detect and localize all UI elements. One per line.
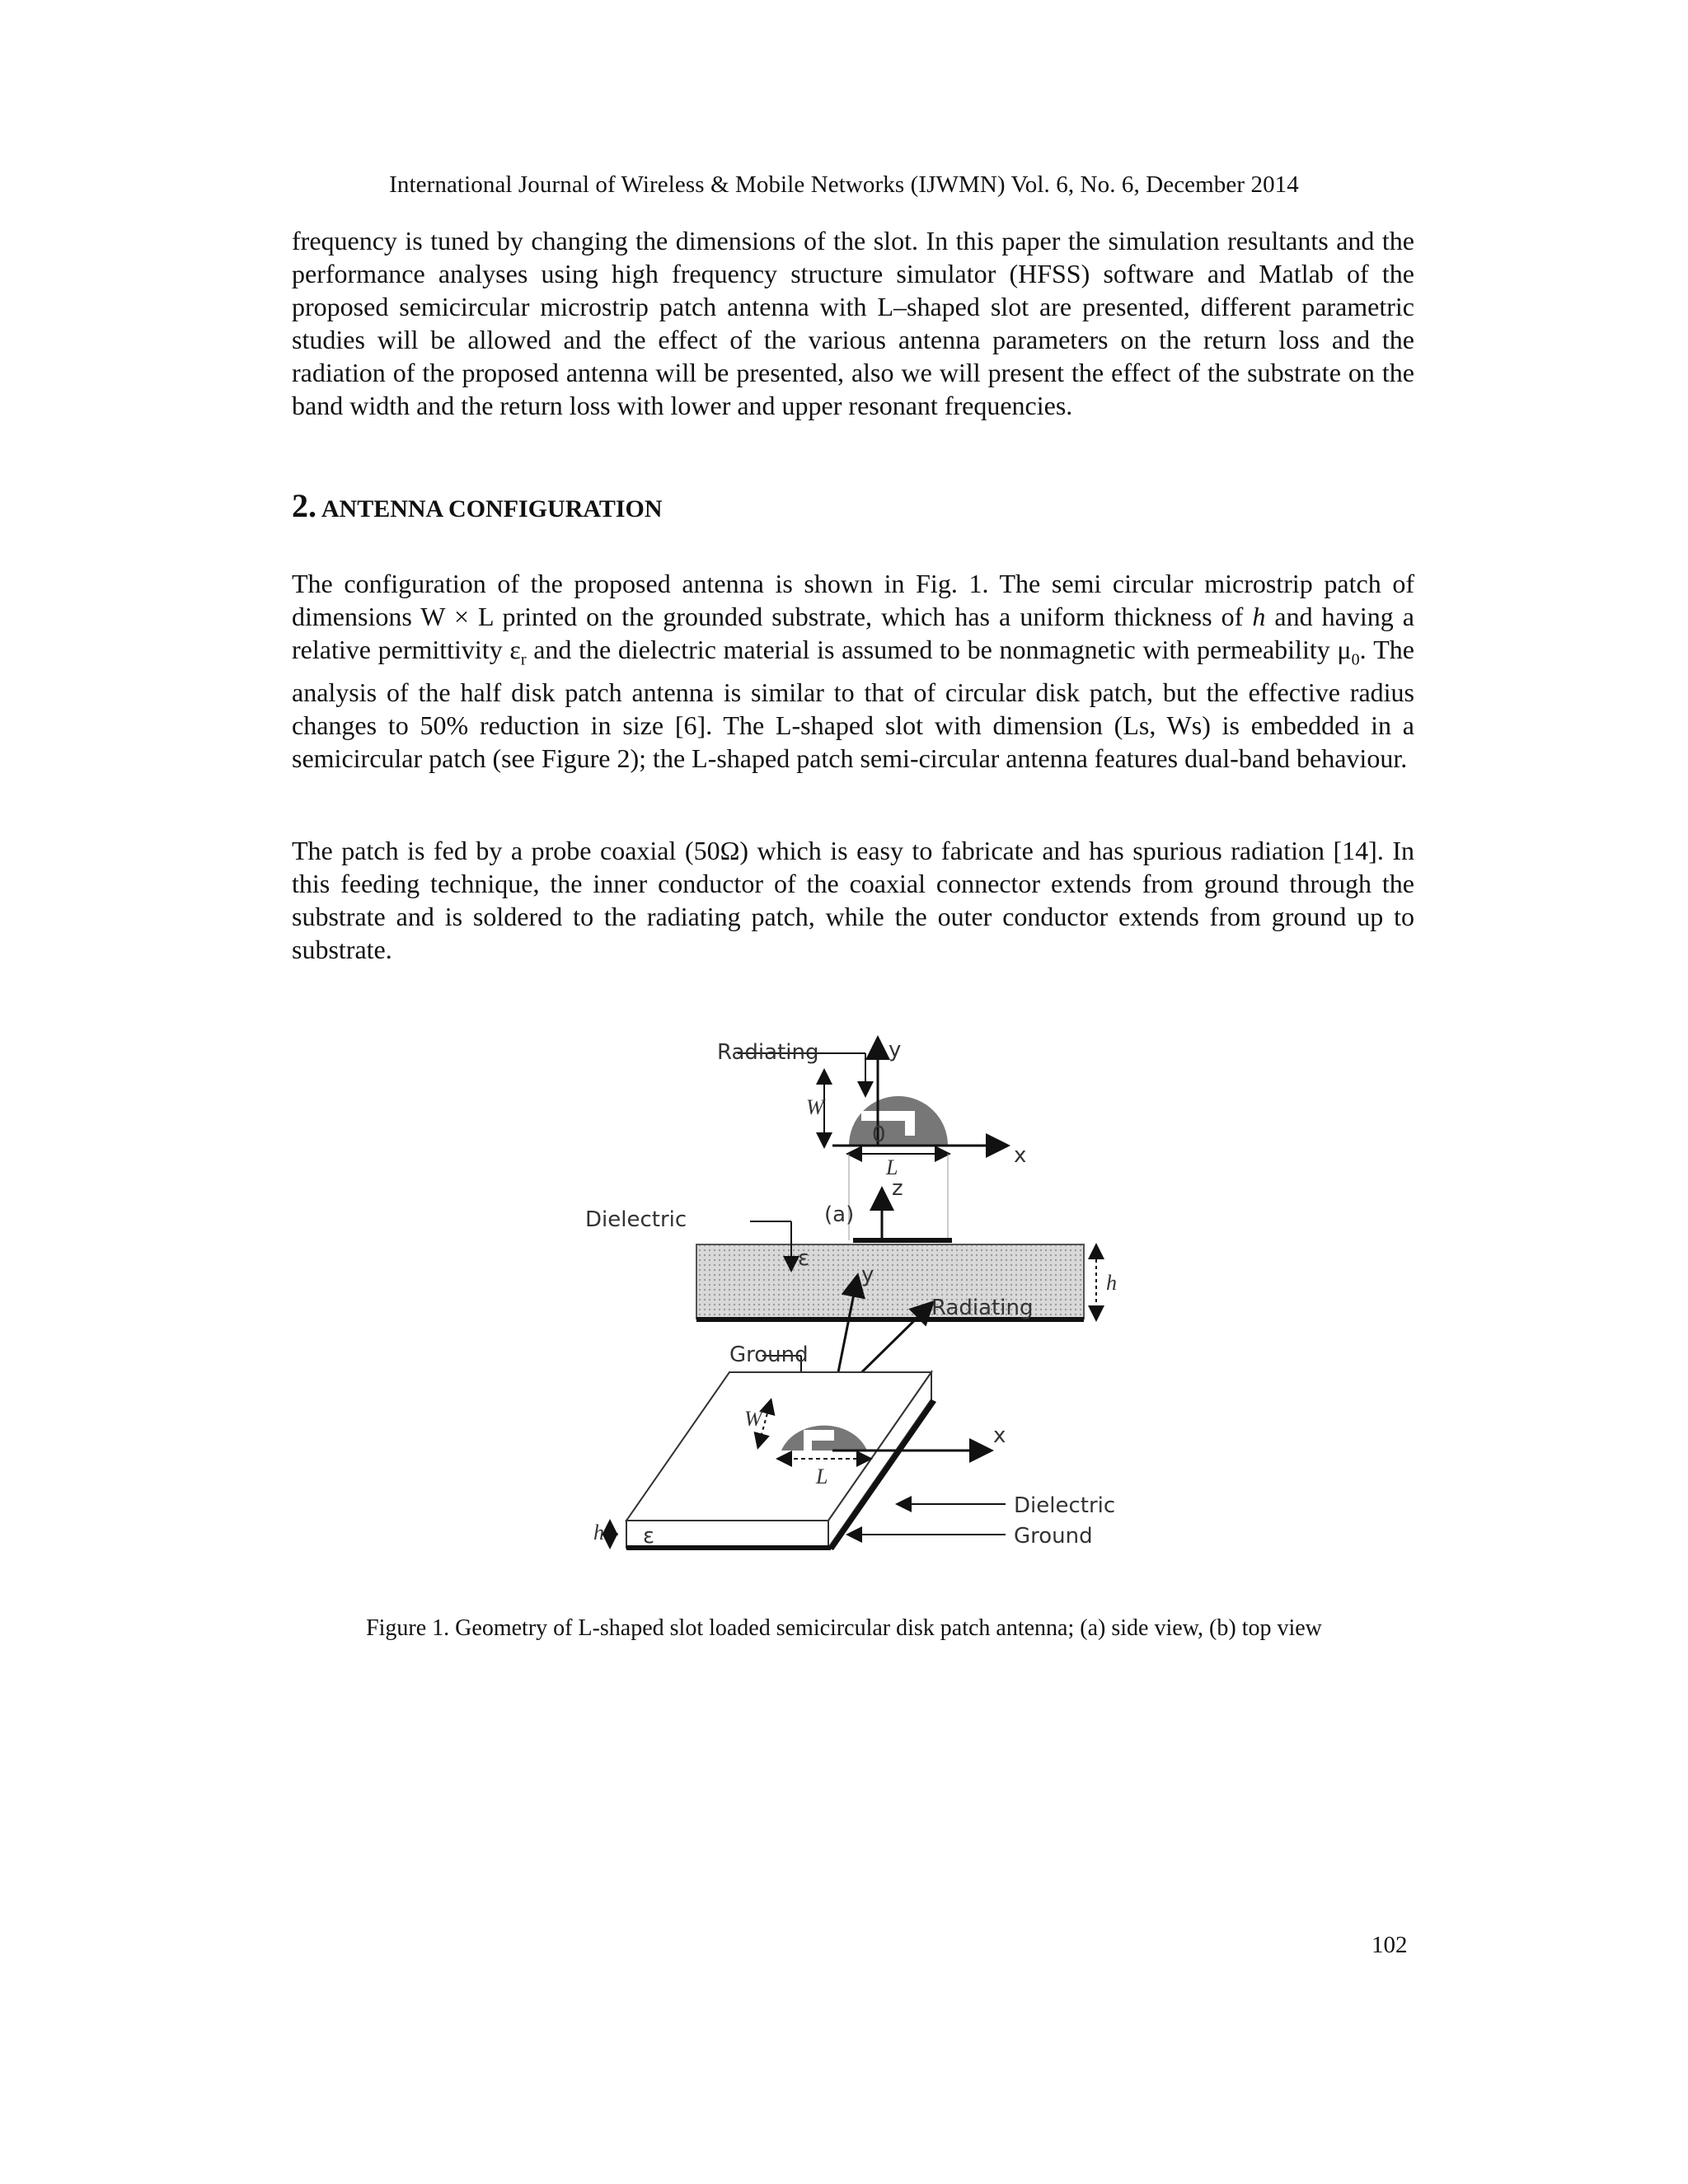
ground-plane-bottom [626, 1545, 831, 1550]
paragraph-text-1: The configuration of the proposed antenna is shown in Fig. 1. The semi circular microstrip patch of dimensions W × L printed on the grounded substrate, which has a uniform thickness of [292, 569, 1414, 631]
label-x-bottom: x [993, 1423, 1006, 1448]
subscript-0: 0 [1351, 650, 1360, 669]
label-a-side-view: (a) [824, 1202, 855, 1227]
paragraph-feeding: The patch is fed by a probe coaxial (50Ω) which is easy to fabricate and has spurious radiation [14]. In this feeding technique, the inner conductor of the coaxial connector extends from ground through the substrate and is soldered to the radiating patch, while the outer conductor extends from ground up to substrate. [292, 836, 1414, 964]
label-l-bottom: L [816, 1465, 828, 1488]
label-dielectric-bottom: Dielectric [1014, 1493, 1116, 1518]
section-heading [292, 486, 663, 525]
label-origin: 0 [872, 1122, 886, 1147]
label-ground-bottom: Ground [1014, 1524, 1093, 1549]
paragraph-intro-continuation: frequency is tuned by changing the dimensions of the slot. In this paper the simulation resultants and the performance analyses using high frequency structure simulator (HFSS) software and Matlab of the proposed semicircular microstrip patch antenna with L–shaped slot are presented, different parametric studies will be allowed and the effect of the various antenna parameters on the return loss and the radiation of the proposed antenna will be presented, also we will present the effect of the substrate on the band width and the return loss with lower and upper resonant frequencies. [292, 226, 1414, 420]
symbol-h: h [1252, 602, 1266, 631]
label-ground-mid: Ground [729, 1343, 809, 1367]
label-dielectric-side: Dielectric [585, 1207, 687, 1232]
label-radiating-mid: Radiating [931, 1296, 1034, 1320]
label-w-top: W [806, 1095, 824, 1119]
figure-antenna-geometry [569, 1030, 1146, 1574]
section-title: ANTENNA CONFIGURATION [321, 495, 663, 523]
label-y-mid: y [861, 1263, 874, 1287]
substrate-front-face [626, 1521, 828, 1548]
subscript-r: r [520, 650, 527, 669]
paragraph-text-2: and having a relative permittivity ε [292, 602, 1415, 664]
paragraph-text-4: . The analysis of the half disk patch antenna is similar to that of circular disk patch, but the effective radius changes to 50% reduction in size [6]. The L-shaped slot with dimension (Ls, Ws) is embedded in a semicircular patch (see Figure 2); the L-shaped patch semi-circular antenna features dual-band behaviour. [292, 635, 1415, 774]
antenna-diagram [569, 1030, 1146, 1574]
label-x-axis: x [1014, 1143, 1027, 1168]
page-number: 102 [1372, 1932, 1408, 1958]
top-view-patch-group [717, 1038, 1026, 1179]
section-number: 2. [292, 487, 316, 524]
label-w-bottom: W [744, 1407, 762, 1431]
label-h-bottom: h [593, 1521, 604, 1544]
side-view-group [585, 1154, 1117, 1401]
patch-edge-side [853, 1238, 952, 1243]
label-z-axis: z [892, 1176, 903, 1201]
label-y-top: y [889, 1038, 902, 1062]
perspective-view-group [593, 1372, 1115, 1550]
paragraph-text-3: and the dielectric material is assumed to be nonmagnetic with permeability μ [526, 635, 1352, 664]
label-h-side: h [1106, 1271, 1117, 1295]
label-radiating-top: Radiating [717, 1040, 819, 1065]
running-head: International Journal of Wireless & Mobile Networks (IJWMN) Vol. 6, No. 6, December 2014 [389, 171, 1299, 198]
figure-caption: Figure 1. Geometry of L-shaped slot loaded semicircular disk patch antenna; (a) side view, (b) top view [366, 1615, 1322, 1641]
label-epsilon-bottom: ε [643, 1524, 655, 1549]
paragraph-configuration [292, 567, 1414, 775]
label-l-top: L [886, 1155, 898, 1179]
label-epsilon-side: ε [798, 1246, 810, 1271]
